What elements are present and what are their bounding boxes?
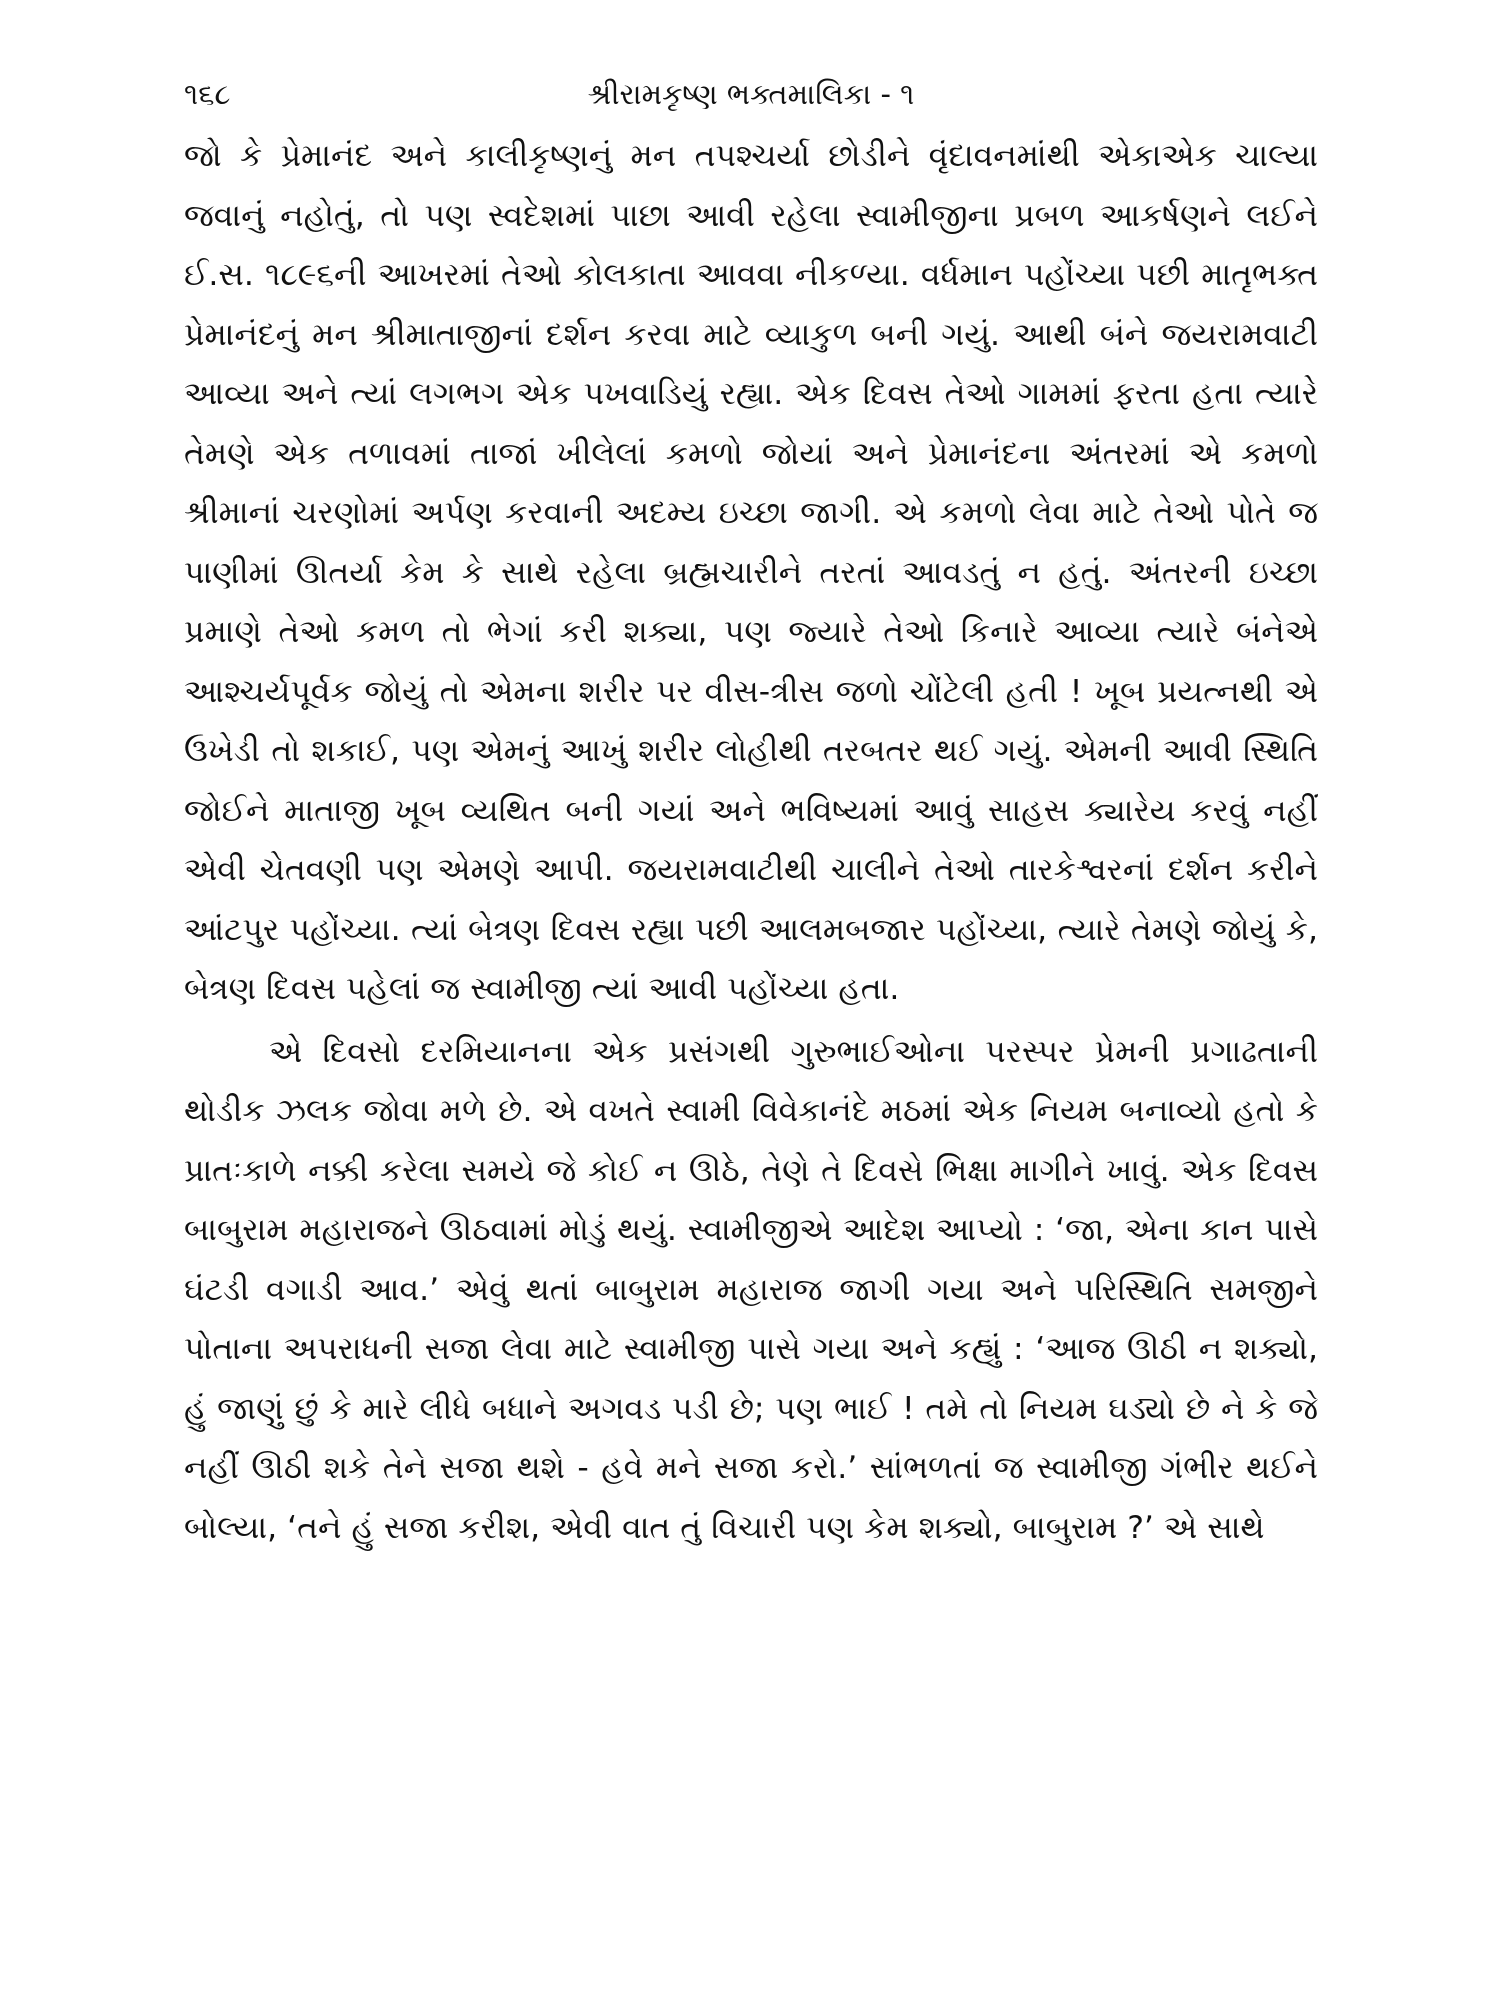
paragraph-1: જો કે પ્રેમાનંદ અને કાલીકૃષ્ણનું મન તપશ્ચર્યા છોડીને વૃંદાવનમાંથી એકાએક ચાલ્યા જવાનું નહોતું, તો પણ સ્વદેશમાં પાછા આવી રહેલા સ્વામીજીના પ્રબળ આકર્ષણને લઈને ઈ.સ. ૧૮૯૬ની આખરમાં તેઓ કોલકાતા આવવા નીકળ્યા. વર્ધમાન પહોંચ્યા પછી માતૃભક્ત પ્રેમાનંદનું મન શ્રીમાતાજીનાં દર્શન કરવા માટે વ્યાકુળ બની ગયું. આથી બંને જયરામવાટી આવ્યા અને ત્યાં લગભગ એક પખવાડિયું રહ્યા. એક દિવસ તેઓ ગામમાં ફરતા હતા ત્યારે તેમણે એક તળાવમાં તાજાં ખીલેલાં કમળો જોયાં અને પ્રેમાનંદના અંતરમાં એ કમળો શ્રીમાનાં ચરણોમાં અર્પણ કરવાની અદમ્ય ઇચ્છા જાગી. એ કમળો લેવા માટે તેઓ પોતે જ પાણીમાં ઊતર્યા કેમ કે સાથે રહેલા બ્રહ્મચારીને તરતાં આવડતું ન હતું. અંતરની ઇચ્છા પ્રમાણે તેઓ કમળ તો ભેગાં કરી શક્યા, પણ જ્યારે તેઓ કિનારે આવ્યા ત્યારે બંનેએ આશ્ચર્યપૂર્વક જોયું તો એમના શરીર પર વીસ-ત્રીસ જળો ચોંટેલી હતી ! ખૂબ પ્રયત્નથી એ ઉખેડી તો શકાઈ, પણ એમનું આખું શરીર લોહીથી તરબતર થઈ ગયું. એમની આવી સ્થિતિ જોઈને માતાજી ખૂબ વ્યથિત બની ગયાં અને ભવિષ્યમાં આવું સાહસ ક્યારેય કરવું નહીં એવી ચેતવણી પણ એમણે આપી. જયરામવાટીથી ચાલીને તેઓ તારકેશ્વરનાં દર્શન કરીને આંટપુર પહોંચ્યા. ત્યાં બેત્રણ દિવસ રહ્યા પછી આલમબજાર પહોંચ્યા, ત્યારે તેમણે જોયું કે, બેત્રણ દિવસ પહેલાં જ સ્વામીજી ત્યાં આવી પહોંચ્યા હતા. [184,138,1318,1007]
running-title: શ્રીરામકૃષ્ણ ભક્તમાલિકા - ૧ [587,77,915,111]
page-number: ૧૬૮ [184,77,231,111]
page-header [184,72,1318,116]
body-text [184,127,1318,1558]
paragraph-2: એ દિવસો દરમિયાનના એક પ્રસંગથી ગુરુભાઈઓના પરસ્પર પ્રેમની પ્રગાઢતાની થોડીક ઝલક જોવા મળે છે. એ વખતે સ્વામી વિવેકાનંદે મઠમાં એક નિયમ બનાવ્યો હતો કે પ્રાતઃકાળે નક્કી કરેલા સમયે જે કોઈ ન ઊઠે, તેણે તે દિવસે ભિક્ષા માગીને ખાવું. એક દિવસ બાબુરામ મહારાજને ઊઠવામાં મોડું થયું. સ્વામીજીએ આદેશ આપ્યો : ‘જા, એના કાન પાસે ઘંટડી વગાડી આવ.’ એવું થતાં બાબુરામ મહારાજ જાગી ગયા અને પરિસ્થિતિ સમજીને પોતાના અપરાધની સજા લેવા માટે સ્વામીજી પાસે ગયા અને કહ્યું : ‘આજ ઊઠી ન શક્યો, હું જાણું છું કે મારે લીધે બધાને અગવડ પડી છે; પણ ભાઈ ! તમે તો નિયમ ઘડ્યો છે ને કે જે નહીં ઊઠી શકે તેને સજા થશે - હવે મને સજા કરો.’ સાંભળતાં જ સ્વામીજી ગંભીર થઈને બોલ્યા, ‘તને હું સજા કરીશ, એવી વાત તું વિચારી પણ કેમ શક્યો, બાબુરામ ?’ એ સાથે [184,1033,1318,1546]
